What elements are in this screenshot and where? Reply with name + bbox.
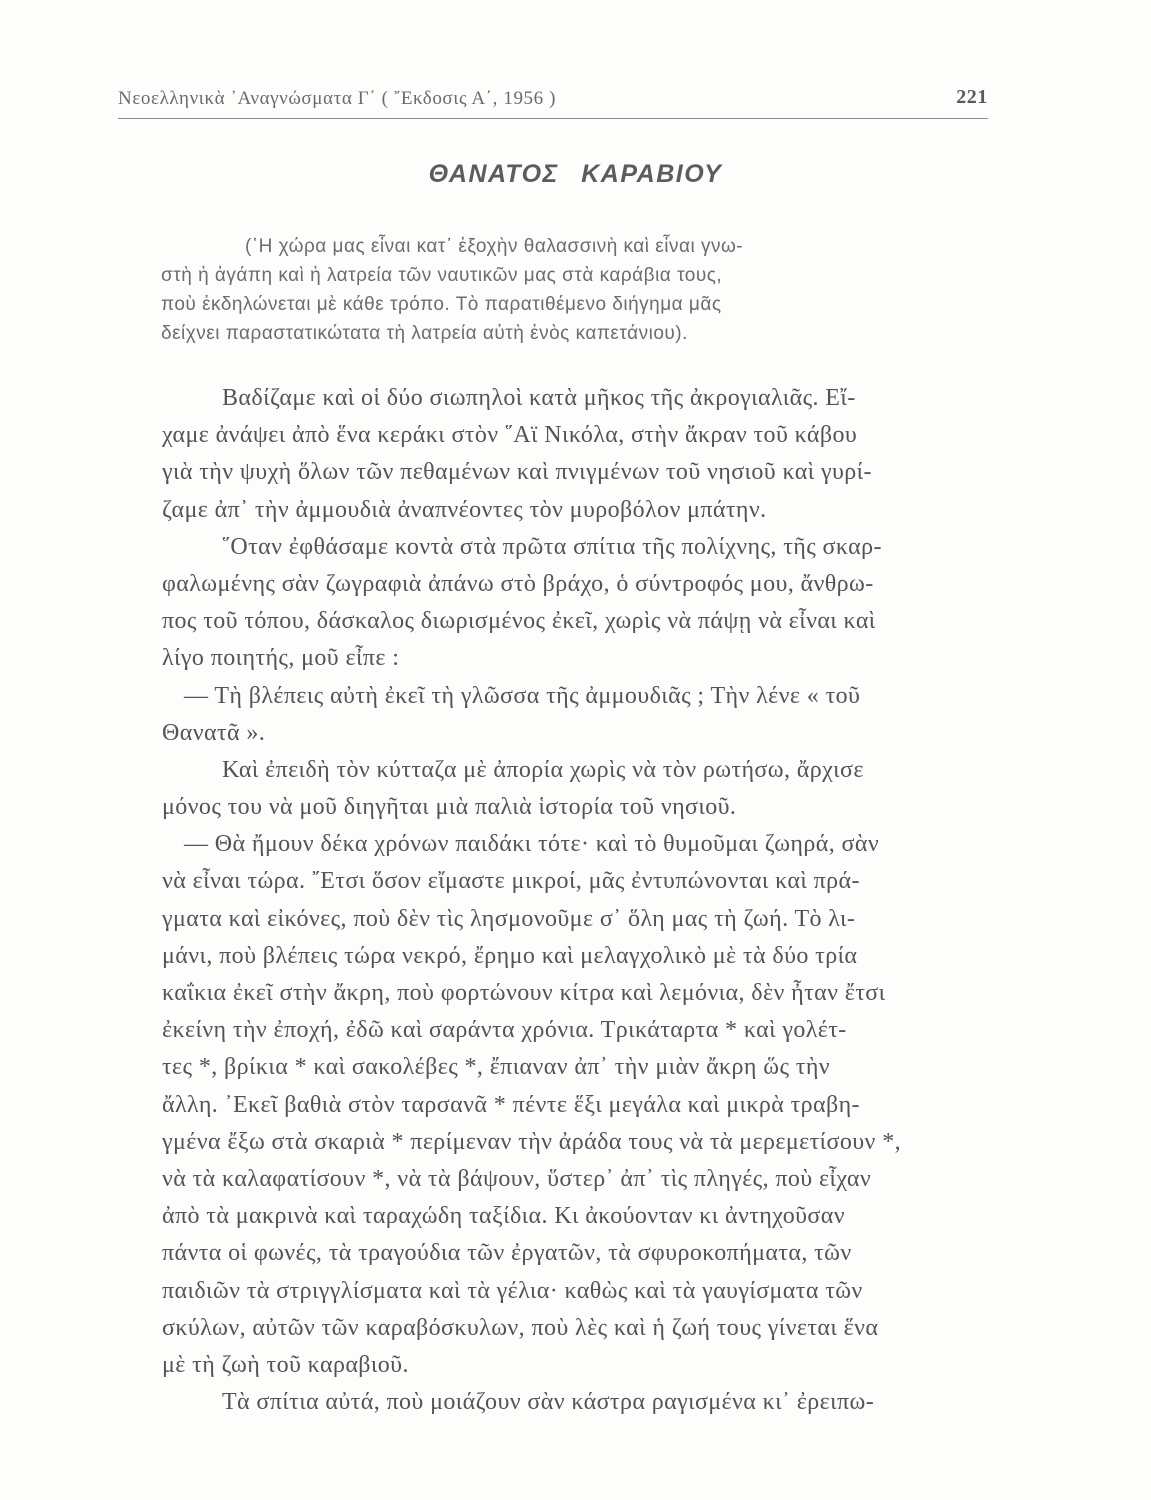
body-line: λίγο ποιητής, μοῦ εἶπε : [162, 645, 400, 672]
intro-line: (῾Η χώρα μας εἶναι κατ᾿ ἐξοχὴν θαλασσινὴ καὶ εἶναι γνω- [245, 236, 744, 257]
body-line: — Θὰ ἤμουν δέκα χρόνων παιδάκι τότε· καὶ τὸ θυμοῦμαι ζωηρά, σὰν [184, 831, 880, 858]
body-line: Βαδίζαμε καὶ οἱ δύο σιωπηλοὶ κατὰ μῆκος τῆς ἀκρογιαλιᾶς. Εἴ- [222, 385, 856, 411]
body-line: χαμε ἀνάψει ἀπὸ ἕνα κεράκι στὸν ῞Αϊ Νικόλα, στὴν ἄκραν τοῦ κάβου [162, 422, 858, 449]
chapter-title: ΘΑΝΑΤΟΣ ΚΑΡΑΒΙΟΥ [428, 160, 723, 188]
body-line: φαλωμένης σὰν ζωγραφιὰ ἀπάνω στὸ βράχο, ὁ σύντροφός μου, ἄνθρω- [162, 570, 874, 597]
body-line: μάνι, ποὺ βλέπεις τώρα νεκρό, ἔρημο καὶ μελαγχολικὸ μὲ τὰ δύο τρία [162, 942, 858, 969]
intro-note [161, 232, 985, 348]
body-line: καΐκια ἐκεῖ στὴν ἄκρη, ποὺ φορτώνουν κίτρα καὶ λεμόνια, δὲν ἦταν ἔτσι [162, 980, 886, 1006]
header-rule [118, 118, 988, 119]
intro-line: ποὺ ἐκδηλώνεται μὲ κάθε τρόπο. Τὸ παρατιθέμενο διήγημα μᾶς [161, 294, 722, 315]
running-head [118, 88, 988, 116]
body-line: ἐκείνη τὴν ἐποχή, ἐδῶ καὶ σαράντα χρόνια. Τρικάταρτα * καὶ γολέτ- [162, 1017, 847, 1044]
body-line: γματα καὶ εἰκόνες, ποὺ δὲν τὶς λησμονοῦμε σ᾿ ὅλη μας τὴ ζωή. Τὸ λι- [162, 905, 856, 932]
page-number: 221 [956, 86, 988, 108]
body-line: σκύλων, αὐτῶν τῶν καραβόσκυλων, ποὺ λὲς καὶ ἡ ζωή τους γίνεται ἕνα [162, 1314, 879, 1341]
body-line: πάντα οἱ φωνές, τὰ τραγούδια τῶν ἐργατῶν, τὰ σφυροκοπήματα, τῶν [162, 1240, 852, 1267]
body-line: ἀπὸ τὰ μακρινὰ καὶ ταραχώδη ταξίδια. Κι ἀκούονταν κι ἀντηχοῦσαν [162, 1203, 845, 1230]
intro-line: στὴ ἡ ἀγάπη καὶ ἡ λατρεία τῶν ναυτικῶν μας στὰ καράβια τους, [161, 265, 723, 286]
body-line: — Τὴ βλέπεις αὐτὴ ἐκεῖ τὴ γλῶσσα τῆς ἀμμουδιᾶς ; Τὴν λένε « τοῦ [184, 682, 861, 709]
body-line: ζαμε ἀπ᾿ τὴν ἀμμουδιὰ ἀναπνέοντες τὸν μυροβόλον μπάτην. [162, 496, 767, 523]
running-title: Νεοελληνικὰ ᾿Αναγνώσματα Γ΄ ( ῎Εκδοσις Α΄, 1956 ) [118, 88, 557, 109]
body-line: Τὰ σπίτια αὐτά, ποὺ μοιάζουν σὰν κάστρα ραγισμένα κι᾿ ἐρειπω- [222, 1389, 875, 1416]
body-line: μὲ τὴ ζωὴ τοῦ καραβιοῦ. [162, 1351, 409, 1378]
body-line: γμένα ἔξω στὰ σκαριὰ * περίμεναν τὴν ἀράδα τους νὰ τὰ μερεμετίσουν *, [162, 1128, 902, 1155]
body-line: Καὶ ἐπειδὴ τὸν κύτταζα μὲ ἀπορία χωρὶς νὰ τὸν ρωτήσω, ἄρχισε [222, 756, 864, 783]
intro-line: δείχνει παραστατικώτατα τὴ λατρεία αὐτὴ ἑνὸς καπετάνιου). [161, 323, 688, 344]
body-line: παιδιῶν τὰ στριγγλίσματα καὶ τὰ γέλια· καθὼς καὶ τὰ γαυγίσματα τῶν [162, 1277, 863, 1304]
body-line: μόνος του νὰ μοῦ διηγῆται μιὰ παλιὰ ἱστορία τοῦ νησιοῦ. [162, 794, 737, 821]
body-line: ἄλλη. ᾿Εκεῖ βαθιὰ στὸν ταρσανᾶ * πέντε ἕξι μεγάλα καὶ μικρὰ τραβη- [162, 1091, 860, 1118]
body-line: νὰ τὰ καλαφατίσουν *, νὰ τὰ βάψουν, ὕστερ᾿ ἀπ᾿ τὶς πληγές, ποὺ εἶχαν [162, 1165, 872, 1192]
body-line: τες *, βρίκια * καὶ σακολέβες *, ἔπιαναν ἀπ᾿ τὴν μιὰν ἄκρη ὥς τὴν [162, 1054, 831, 1081]
body-line: πος τοῦ τόπου, δάσκαλος διωρισμένος ἐκεῖ, χωρὶς νὰ πάψῃ νὰ εἶναι καὶ [162, 608, 876, 635]
body-line: γιὰ τὴν ψυχὴ ὅλων τῶν πεθαμένων καὶ πνιγμένων τοῦ νησιοῦ καὶ γυρί- [162, 459, 872, 486]
body-text [162, 380, 992, 1421]
body-line: Θανατᾶ ». [162, 719, 266, 746]
body-line: νὰ εἶναι τώρα. ῎Ετσι ὅσον εἴμαστε μικροί, μᾶς ἐντυπώνονται καὶ πρά- [162, 868, 860, 895]
body-line: ῞Οταν ἐφθάσαμε κοντὰ στὰ πρῶτα σπίτια τῆς πολίχνης, τῆς σκαρ- [222, 533, 882, 560]
